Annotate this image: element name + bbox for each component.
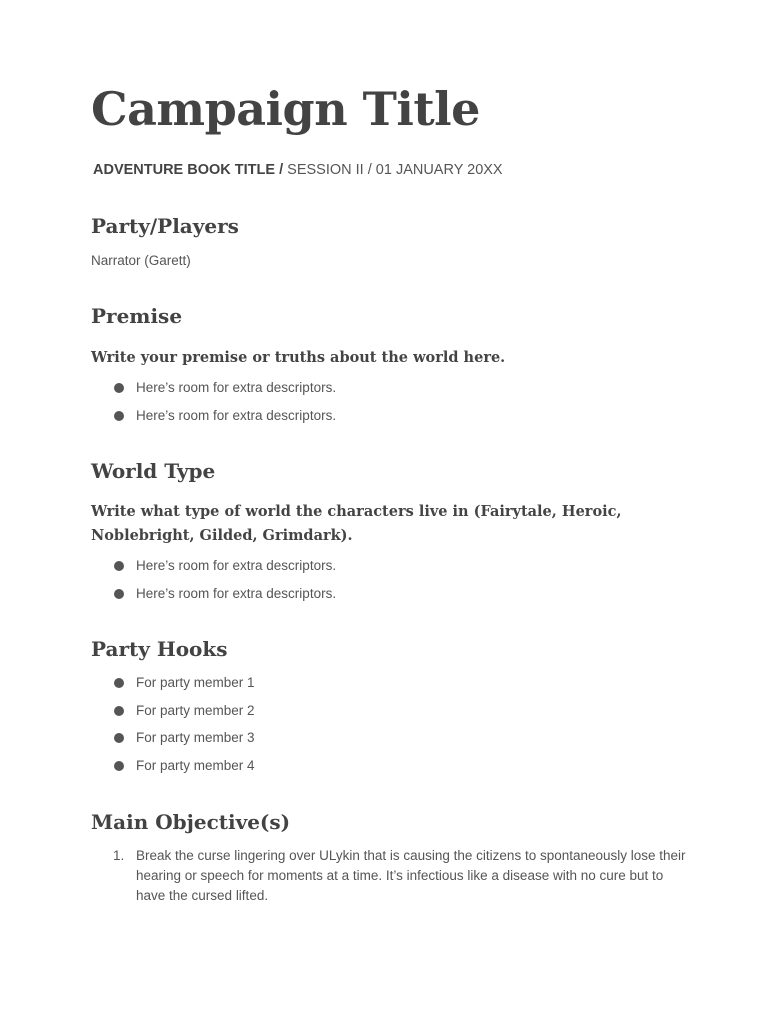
session-date: SESSION II / 01 JANUARY 20XX [283, 162, 503, 178]
party-players-heading: Party/Players [91, 214, 239, 238]
main-objectives-list [91, 846, 691, 906]
world-type-heading: World Type [91, 459, 216, 483]
party-hooks-heading: Party Hooks [91, 637, 228, 661]
adventure-book-title: ADVENTURE BOOK TITLE / [93, 162, 284, 178]
premise-lead: Write your premise or truths about the world here. [91, 349, 506, 366]
bullet-icon [114, 761, 124, 771]
list-number: 1. [113, 848, 125, 863]
bullet-icon [114, 383, 124, 393]
world-type-lead: Write what type of world the characters live in (Fairytale, Heroic, Noblebright, Gilded, Grimdark). [91, 503, 622, 544]
objective-text: Break the curse lingering over ULykin that is causing the citizens to spontaneously lose their hearing or speech for moments at a time. It’s infectious like a disease with no cure but to have the cursed lifted. [136, 848, 686, 903]
list-item [91, 846, 691, 906]
session-subtitle [93, 160, 503, 180]
bullet-icon [114, 678, 124, 688]
campaign-title: Campaign Title [91, 82, 480, 136]
bullet-icon [114, 411, 124, 421]
premise-heading: Premise [91, 304, 183, 328]
bullet-icon [114, 589, 124, 599]
bullet-icon [114, 561, 124, 571]
bullet-icon [114, 706, 124, 716]
bullet-icon [114, 733, 124, 743]
party-players-text: Narrator (Garett) [91, 253, 191, 268]
main-objectives-heading: Main Objective(s) [91, 810, 291, 834]
